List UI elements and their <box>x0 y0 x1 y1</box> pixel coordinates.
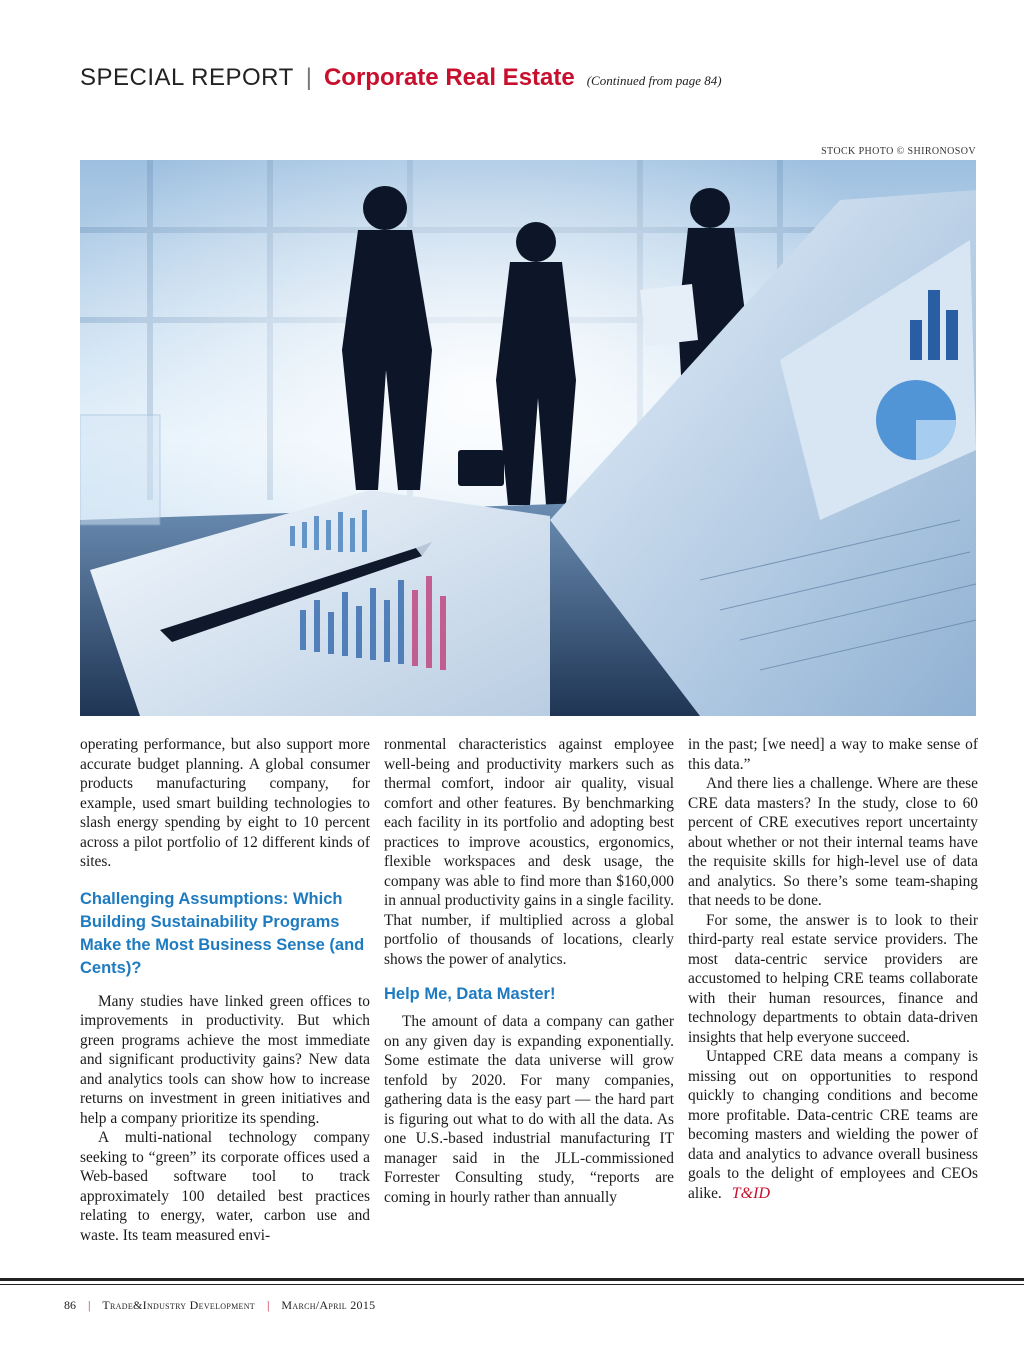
body-paragraph: For some, the answer is to look to their third-party real estate service providers. The most data-centric service providers are accustomed to helping CRE teams collaborate with their human resources, finance and technology departments to obtain data-driven insights that help everyone succeed. <box>688 911 978 1046</box>
body-paragraph: The amount of data a company can gather on any given day is expanding exponentially. Some estimate the data universe will grow tenfold by 2020. For many companies, gathering data is the easy part — the hard part is figuring out what to do with all the data. As one U.S.-based industrial manufacturing IT manager said in the JLL-commissioned Forrester Consulting study, “reports are coming in hourly rather than annually <box>384 1013 674 1206</box>
page-footer <box>64 1298 375 1313</box>
section-label: SPECIAL REPORT <box>80 64 294 91</box>
hero-photo <box>80 160 976 716</box>
publication-name: Trade&Industry Development <box>102 1298 255 1312</box>
footer-rule-thin <box>0 1284 1024 1285</box>
page-number: 86 <box>64 1298 76 1312</box>
article-column-1 <box>80 735 370 1245</box>
body-paragraph: A multi-national technology company seeking to “green” its corporate offices used a Web-based software tool to track approximately 100 detailed best practices relating to energy, water, carbon use and waste. Its team measured envi- <box>80 1129 370 1244</box>
office-meeting-illustration <box>80 160 976 716</box>
body-paragraph <box>688 1047 978 1203</box>
body-paragraph: And there lies a challenge. Where are these CRE data masters? In the study, close to 60 percent of CRE executives report uncertainty about whether or not their internal teams have the requisite skills for high-level use of data and analytics. So there’s some team-shaping that needs to be done. <box>688 775 978 909</box>
page-header <box>80 64 722 98</box>
article-column-2 <box>384 735 674 1207</box>
footer-rule <box>0 1278 1024 1281</box>
photo-credit: STOCK PHOTO © SHIRONOSOV <box>821 146 976 157</box>
section-title: Corporate Real Estate <box>323 64 575 91</box>
subheading-challenging-assumptions: Challenging Assumptions: Which Building Sustainability Programs Make the Most Business Sense (and Cents)? <box>80 889 365 977</box>
footer-divider: | <box>266 1298 270 1312</box>
subheading-help-me-data-master: Help Me, Data Master! <box>384 985 556 1003</box>
footer-divider: | <box>88 1298 91 1312</box>
header-divider: | <box>305 64 312 91</box>
closing-text: Untapped CRE data means a company is missing out on opportunities to respond quickly to changing conditions and become more profitable. Data-centric CRE teams are becoming masters and wielding the power of data and analytics to advance overall business goals to the delight of employees and CEOs alike. <box>688 1048 978 1202</box>
body-paragraph: Many studies have linked green offices to improvements in productivity. But which green programs achieve the most immediate and significant productivity gains? New data and analytics tools can show how to increase returns on investment in green initiatives and help a company prioritize its spending. <box>80 992 370 1127</box>
article-column-3 <box>688 735 978 1203</box>
body-paragraph: operating performance, but also support more accurate budget planning. A global consumer products manufacturing company, for example, used smart building technologies to slash energy spending by eight to 10 percent across a pilot portfolio of 12 different kinds of sites. <box>80 736 370 870</box>
body-paragraph: in the past; [we need] a way to make sense of this data.” <box>688 736 978 773</box>
continued-note: (Continued from page 84) <box>586 73 722 88</box>
issue-date: March/April 2015 <box>281 1298 376 1312</box>
body-paragraph: ronmental characteristics against employee well-being and productivity markers such as thermal comfort, indoor air quality, visual comfort and other features. By benchmarking each facility in its portfolio and adopting best practices to improve acoustics, ergonomics, flexible workspaces and desk usage, the company was able to find more than $160,000 in annual productivity gains in a single facility. That number, if multiplied across a global portfolio of thousands of locations, clearly shows the power of analytics. <box>384 736 674 968</box>
end-mark: T&ID <box>731 1184 770 1202</box>
